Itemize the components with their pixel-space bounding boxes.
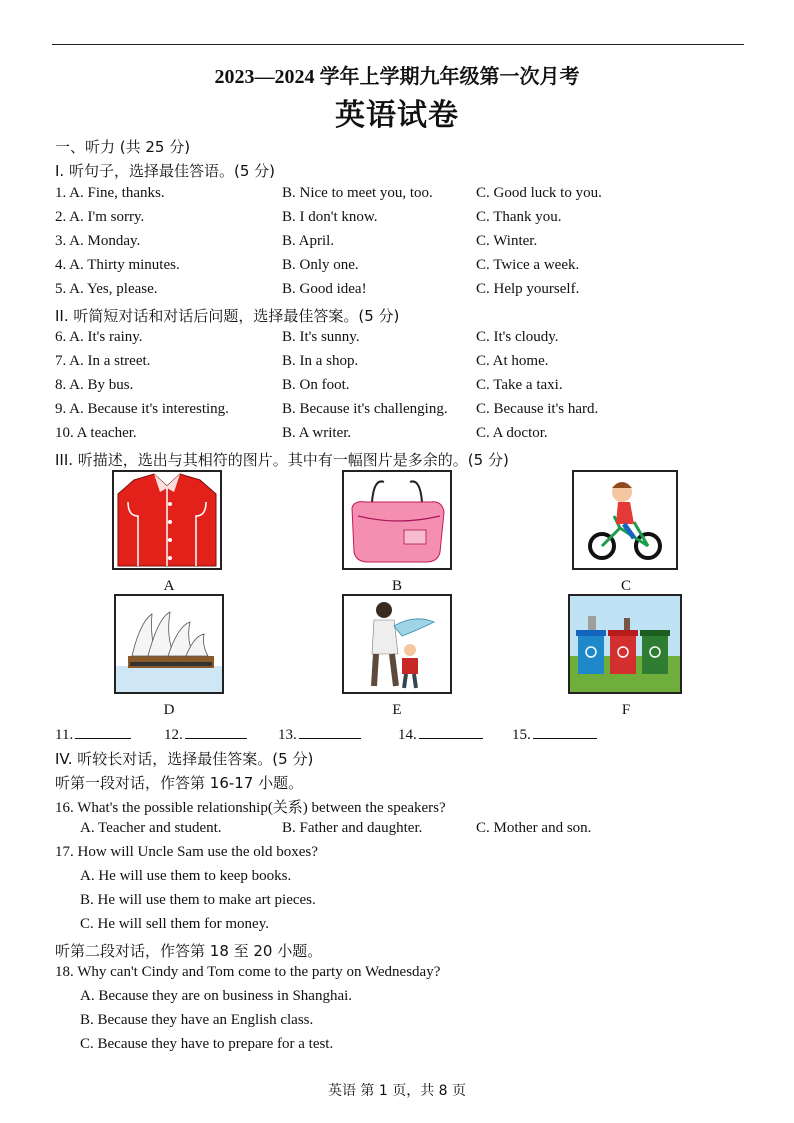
- picture-e-label: E: [392, 702, 402, 718]
- q18-stem: 18. Why can't Cindy and Tom come to the party on Wednesday?: [55, 964, 441, 980]
- q18-option-c: C. Because they have to prepare for a test.: [80, 1036, 334, 1052]
- recycle-bins-icon: [570, 596, 680, 692]
- q5-option-a: 5. A. Yes, please.: [55, 281, 158, 297]
- picture-f-label: F: [621, 702, 631, 718]
- q10-option-a: 10. A teacher.: [55, 425, 137, 441]
- top-rule: [52, 44, 744, 45]
- q16-option-b: B. Father and daughter.: [282, 820, 423, 836]
- answer-blank-11[interactable]: 11.: [55, 724, 131, 744]
- q6-option-c: C. It's cloudy.: [476, 329, 559, 345]
- q1-option-c: C. Good luck to you.: [476, 185, 602, 201]
- q1-option-b: B. Nice to meet you, too.: [282, 185, 433, 201]
- q10-option-c: C. A doctor.: [476, 425, 548, 441]
- picture-c: [572, 470, 678, 570]
- answer-blank-15[interactable]: 15.: [512, 724, 597, 744]
- red-shirt-icon: [114, 472, 220, 568]
- exam-subtitle: 英语试卷: [335, 98, 459, 133]
- q5-option-b: B. Good idea!: [282, 281, 367, 297]
- picture-b: [342, 470, 452, 570]
- picture-b-label: B: [391, 578, 402, 594]
- q9-option-c: C. Because it's hard.: [476, 401, 599, 417]
- section-2-title: II. 听简短对话和对话后问题，选择最佳答案。(5 分): [55, 307, 400, 325]
- q7-option-a: 7. A. In a street.: [55, 353, 151, 369]
- q17-option-a: A. He will use them to keep books.: [80, 868, 292, 884]
- q4-option-a: 4. A. Thirty minutes.: [55, 257, 180, 273]
- q8-option-a: 8. A. By bus.: [55, 377, 134, 393]
- page-footer: 英语 第 1 页，共 8 页: [327, 1083, 467, 1099]
- q18-option-b: B. Because they have an English class.: [80, 1012, 314, 1028]
- q4-option-c: C. Twice a week.: [476, 257, 580, 273]
- pink-bag-icon: [344, 472, 450, 568]
- q7-option-c: C. At home.: [476, 353, 549, 369]
- q10-option-b: B. A writer.: [282, 425, 352, 441]
- q16-stem: 16. What's the possible relationship(关系) between the speakers?: [55, 800, 446, 816]
- q6-option-a: 6. A. It's rainy.: [55, 329, 143, 345]
- q2-option-a: 2. A. I'm sorry.: [55, 209, 145, 225]
- picture-c-label: C: [620, 578, 631, 594]
- q8-option-b: B. On foot.: [282, 377, 350, 393]
- q3-option-b: B. April.: [282, 233, 335, 249]
- section-4-title: IV. 听较长对话，选择最佳答案。(5 分): [55, 750, 314, 768]
- q9-option-b: B. Because it's challenging.: [282, 401, 448, 417]
- opera-house-icon: [116, 596, 222, 692]
- part-listening-title: 一、听力 (共 25 分): [55, 138, 191, 156]
- q3-option-a: 3. A. Monday.: [55, 233, 141, 249]
- dialog-1-instruction: 听第一段对话，作答第 16-17 小题。: [55, 774, 304, 792]
- q8-option-c: C. Take a taxi.: [476, 377, 563, 393]
- boy-on-bike-icon: [574, 472, 676, 568]
- q16-option-c: C. Mother and son.: [476, 820, 592, 836]
- q7-option-b: B. In a shop.: [282, 353, 359, 369]
- picture-a: [112, 470, 222, 570]
- q3-option-c: C. Winter.: [476, 233, 538, 249]
- answer-blank-12[interactable]: 12.: [164, 724, 247, 744]
- q4-option-b: B. Only one.: [282, 257, 359, 273]
- dialog-2-instruction: 听第二段对话，作答第 18 至 20 小题。: [55, 942, 323, 960]
- q9-option-a: 9. A. Because it's interesting.: [55, 401, 229, 417]
- q17-option-b: B. He will use them to make art pieces.: [80, 892, 316, 908]
- q5-option-c: C. Help yourself.: [476, 281, 580, 297]
- section-1-title: I. 听句子，选择最佳答语。(5 分): [55, 162, 275, 180]
- q1-option-a: 1. A. Fine, thanks.: [55, 185, 165, 201]
- q17-stem: 17. How will Uncle Sam use the old boxes?: [55, 844, 318, 860]
- picture-e: [342, 594, 452, 694]
- answer-blank-13[interactable]: 13.: [278, 724, 361, 744]
- picture-a-label: A: [163, 578, 175, 594]
- q18-option-a: A. Because they are on business in Shanghai.: [80, 988, 353, 1004]
- q17-option-c: C. He will sell them for money.: [80, 916, 269, 932]
- q6-option-b: B. It's sunny.: [282, 329, 360, 345]
- exam-title: 2023—2024 学年上学期九年级第一次月考: [214, 66, 580, 88]
- answer-blank-14[interactable]: 14.: [398, 724, 483, 744]
- section-3-title: III. 听描述，选出与其相符的图片。其中有一幅图片是多余的。(5 分): [55, 451, 509, 469]
- q16-option-a: A. Teacher and student.: [80, 820, 222, 836]
- q2-option-b: B. I don't know.: [282, 209, 378, 225]
- picture-f: [568, 594, 682, 694]
- q2-option-c: C. Thank you.: [476, 209, 562, 225]
- picture-d-label: D: [163, 702, 175, 718]
- picture-d: [114, 594, 224, 694]
- father-and-child-icon: [344, 596, 450, 692]
